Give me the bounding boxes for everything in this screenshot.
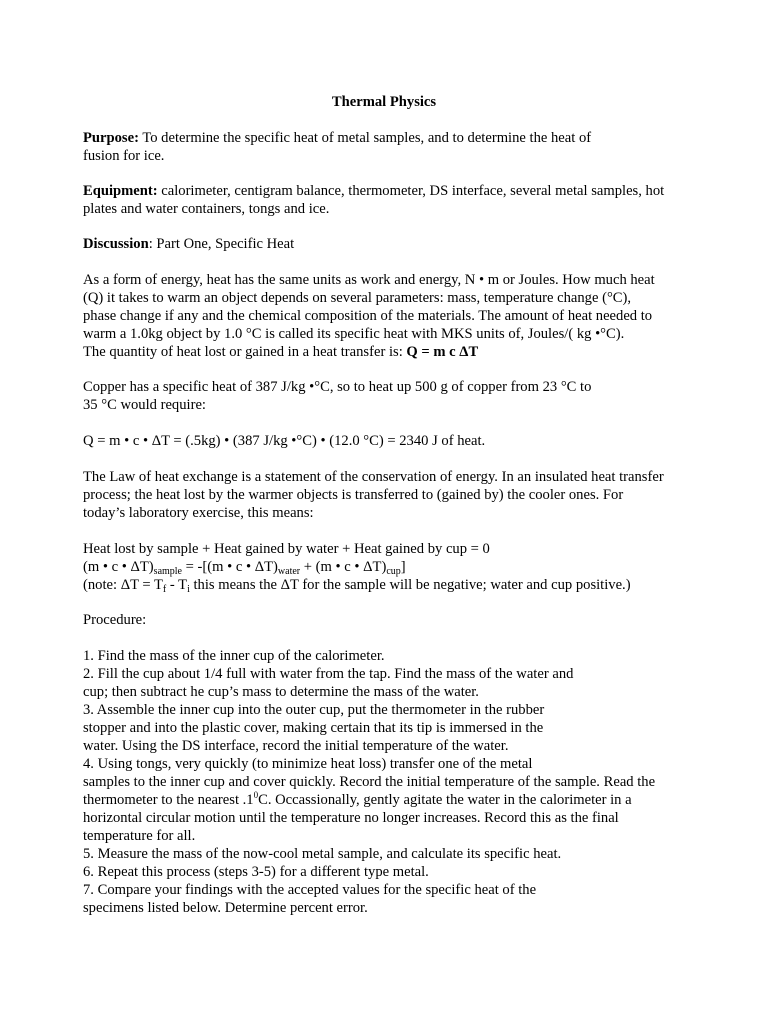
step-4-text-a: thermometer to the nearest .1 (83, 792, 254, 808)
note-part-c: this means the ΔT for the sample will be negative; water and cup positive.) (189, 577, 631, 593)
procedure-step-4-cont-3: horizontal circular motion until the temperature no longer increases. Record this as the final (83, 810, 619, 826)
note-part-b: - T (166, 577, 188, 593)
para1-line-5 (83, 343, 478, 361)
equipment-text: calorimeter, centigram balance, thermometer, DS interface, several metal samples, hot (157, 183, 665, 199)
procedure-step-6: 6. Repeat this process (steps 3-5) for a different type metal. (83, 864, 429, 880)
procedure-step-4-cont-1: samples to the inner cup and cover quickly. Record the initial temperature of the sample. Read the (83, 774, 656, 790)
para2-line-1: Copper has a specific heat of 387 J/kg •°C, so to heat up 500 g of copper from 23 °C to (83, 379, 592, 395)
procedure-step-3-cont-1: stopper and into the plastic cover, making certain that its tip is immersed in the (83, 720, 544, 736)
para1-line-5-text: The quantity of heat lost or gained in a heat transfer is: (83, 344, 407, 360)
sub-cup: cup (386, 566, 401, 577)
sub-water: water (277, 566, 301, 577)
eq-part-b: = -[(m • c • ΔT) (182, 559, 278, 575)
purpose-line-1 (83, 129, 591, 147)
para1-line-4: warm a 1.0kg object by 1.0 °C is called its specific heat with MKS units of, Joules/( kg •°C). (83, 326, 625, 342)
eq-part-d: ] (400, 559, 406, 575)
step-4-text-b: C. Occassionally, gently agitate the water in the calorimeter in a (258, 792, 632, 808)
para1-line-3: phase change if any and the chemical composition of the materials. The amount of heat needed to (83, 308, 653, 324)
discussion-heading (83, 235, 294, 253)
procedure-heading: Procedure: (83, 612, 147, 628)
procedure-step-4-cont-2 (83, 791, 632, 809)
eq-part-c: + (m • c • ΔT) (300, 559, 387, 575)
procedure-step-4-cont-4: temperature for all. (83, 828, 196, 844)
eq-part-a: (m • c • ΔT) (83, 559, 154, 575)
procedure-step-4: 4. Using tongs, very quickly (to minimize heat loss) transfer one of the metal (83, 756, 533, 772)
equipment-line-1 (83, 182, 664, 200)
para3-line-3: today’s laboratory exercise, this means: (83, 505, 314, 521)
para2-line-2: 35 °C would require: (83, 397, 206, 413)
discussion-text: : Part One, Specific Heat (148, 236, 295, 252)
note-part-a: (note: ΔT = T (83, 577, 163, 593)
heat-law-note (83, 576, 631, 594)
sub-i: i (187, 584, 190, 595)
purpose-text: To determine the specific heat of metal samples, and to determine the heat of (138, 130, 592, 146)
procedure-step-7: 7. Compare your findings with the accepted values for the specific heat of the (83, 882, 537, 898)
heat-law-equation (83, 558, 406, 576)
procedure-step-2-cont: cup; then subtract he cup’s mass to determine the mass of the water. (83, 684, 479, 700)
para3-line-2: process; the heat lost by the warmer objects is transferred to (gained by) the cooler ones. For (83, 487, 624, 503)
procedure-step-1: 1. Find the mass of the inner cup of the calorimeter. (83, 648, 385, 664)
page-title: Thermal Physics (331, 94, 437, 110)
procedure-step-3: 3. Assemble the inner cup into the outer cup, put the thermometer in the rubber (83, 702, 545, 718)
procedure-step-7-cont: specimens listed below. Determine percent error. (83, 900, 368, 916)
procedure-step-3-cont-2: water. Using the DS interface, record the initial temperature of the water. (83, 738, 509, 754)
para3-line-1: The Law of heat exchange is a statement of the conservation of energy. In an insulated heat transfer (83, 469, 664, 485)
degree-superscript: 0 (253, 790, 259, 800)
purpose-line-2: fusion for ice. (83, 148, 165, 164)
equipment-label: Equipment: (83, 183, 158, 199)
specific-heat-formula: Q = m c ΔT (406, 344, 479, 360)
example-equation: Q = m • c • ΔT = (.5kg) • (387 J/kg •°C) • (12.0 °C) = 2340 J of heat. (83, 433, 486, 449)
purpose-label: Purpose: (83, 130, 139, 146)
procedure-step-5: 5. Measure the mass of the now-cool metal sample, and calculate its specific heat. (83, 846, 562, 862)
sub-sample: sample (153, 566, 182, 577)
sub-f: f (162, 584, 167, 595)
heat-law-line: Heat lost by sample + Heat gained by water + Heat gained by cup = 0 (83, 541, 490, 557)
equipment-line-2: plates and water containers, tongs and ice. (83, 201, 330, 217)
procedure-step-2: 2. Fill the cup about 1/4 full with water from the tap. Find the mass of the water and (83, 666, 574, 682)
discussion-label: Discussion (83, 236, 149, 252)
para1-line-2: (Q) it takes to warm an object depends on several parameters: mass, temperature change (°C), (83, 290, 632, 306)
para1-line-1: As a form of energy, heat has the same units as work and energy, N • m or Joules. How much heat (83, 272, 655, 288)
